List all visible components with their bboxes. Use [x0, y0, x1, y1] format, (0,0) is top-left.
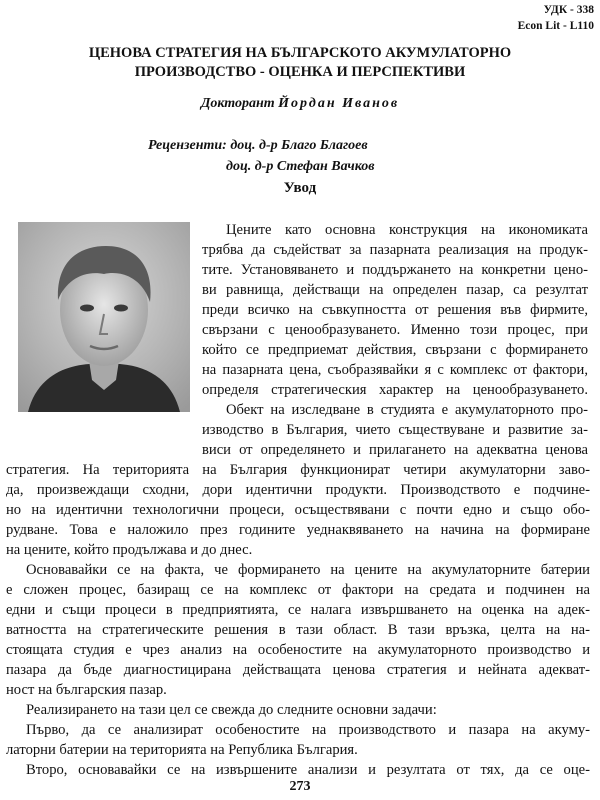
text-line: тите. Установяването и поддържането на конкретни цено- — [202, 262, 588, 278]
text-line: ватността на стратегическите решения в тази област. В тази връзка, целта на на- — [6, 622, 590, 638]
text-line: рудване. Това е наложило през годините уеднаквяването на начина на формиране — [6, 522, 590, 538]
text-line: да, произвеждащи сходни, дори идентични продукти. Производството е подчине- — [6, 482, 590, 498]
author-photo — [18, 222, 190, 412]
text-line: стратегия. На територията на България функционират четири акумулаторни заво- — [6, 462, 590, 478]
author-name: Йордан Иванов — [278, 96, 400, 111]
text-line: но на идентични технологични процеси, осъществявани с почти едно и също обо- — [6, 502, 590, 518]
text-line: Реализирането на тази цел се свежда до следните основни задачи: — [26, 702, 437, 718]
portrait-image — [18, 222, 190, 412]
text-line: ност на българския пазар. — [6, 682, 167, 698]
text-line: латорни батерии на територията на Република България. — [6, 742, 358, 758]
text-line: на пазарната цена, съобразявайки я с комплекс от фактори, — [202, 362, 588, 378]
text-line: е сложен процес, базиращ се на комплекс от фактори на средата и подчинен на — [6, 582, 590, 598]
text-line: виси от определянето и прилагането на адекватна ценова — [202, 442, 588, 458]
page-number: 273 — [289, 779, 311, 794]
econlit-code: Econ Lit - L110 — [517, 20, 594, 32]
text-line: едни и същи процеси в предприятията, се налага извършването на оценка на адек- — [6, 602, 590, 618]
text-line: Обект на изследване в студията е акумулаторното про- — [226, 402, 588, 418]
text-line: ви равнища, действащи на определен пазар, са резултат — [202, 282, 588, 298]
section-heading: Увод — [283, 180, 317, 196]
text-line: пазара да бъде диагностицирана действащата ценова стратегия и нейната адекват- — [6, 662, 590, 678]
classification-codes — [518, 2, 594, 34]
text-line: определя стратегическия характер на ценообразуването. — [202, 382, 588, 398]
text-line: Основавайки се на факта, че формирането на цените на акумулаторните батерии — [26, 562, 590, 578]
text-line: Цените като основна конструкция на икономиката — [226, 222, 588, 238]
reviewers-label: Рецензенти: — [148, 138, 227, 153]
text-line: стоящата студия е чрез анализ на особеностите на акумулаторното производство и — [6, 642, 590, 658]
text-line: изводство в България, чието съществуване и развитие за- — [202, 422, 588, 438]
article-title — [20, 44, 580, 82]
text-line: на цените, който продължава и до днес. — [6, 542, 253, 558]
udk-code: УДК - 338 — [543, 4, 594, 16]
reviewer-2: доц. д-р Стефан Вачков — [226, 159, 375, 174]
text-line: Второ, основавайки се на извършените анализи и резултата от тях, да се оце- — [26, 762, 590, 778]
text-line: свързани с ценообразуването. Именно този процес, при — [202, 322, 588, 338]
author-role: Докторант — [200, 96, 275, 111]
reviewers-block — [148, 135, 375, 177]
text-line: преди всичко на съвкупността от решения във фирмите, — [202, 302, 588, 318]
text-line: Първо, да се анализират особеностите на производството и пазара на акуму- — [26, 722, 590, 738]
text-line: трябва да съдействат за пазарната реализация на продук- — [202, 242, 588, 258]
title-line-2: ПРОИЗВОДСТВО - ОЦЕНКА И ПЕРСПЕКТИВИ — [134, 64, 466, 80]
text-line: който се предприемат действия, свързани с формирането — [202, 342, 588, 358]
author-line — [0, 96, 600, 112]
title-line-1: ЦЕНОВА СТРАТЕГИЯ НА БЪЛГАРСКОТО АКУМУЛАТОРНО — [88, 45, 512, 61]
reviewer-1: доц. д-р Благо Благоев — [230, 138, 368, 153]
